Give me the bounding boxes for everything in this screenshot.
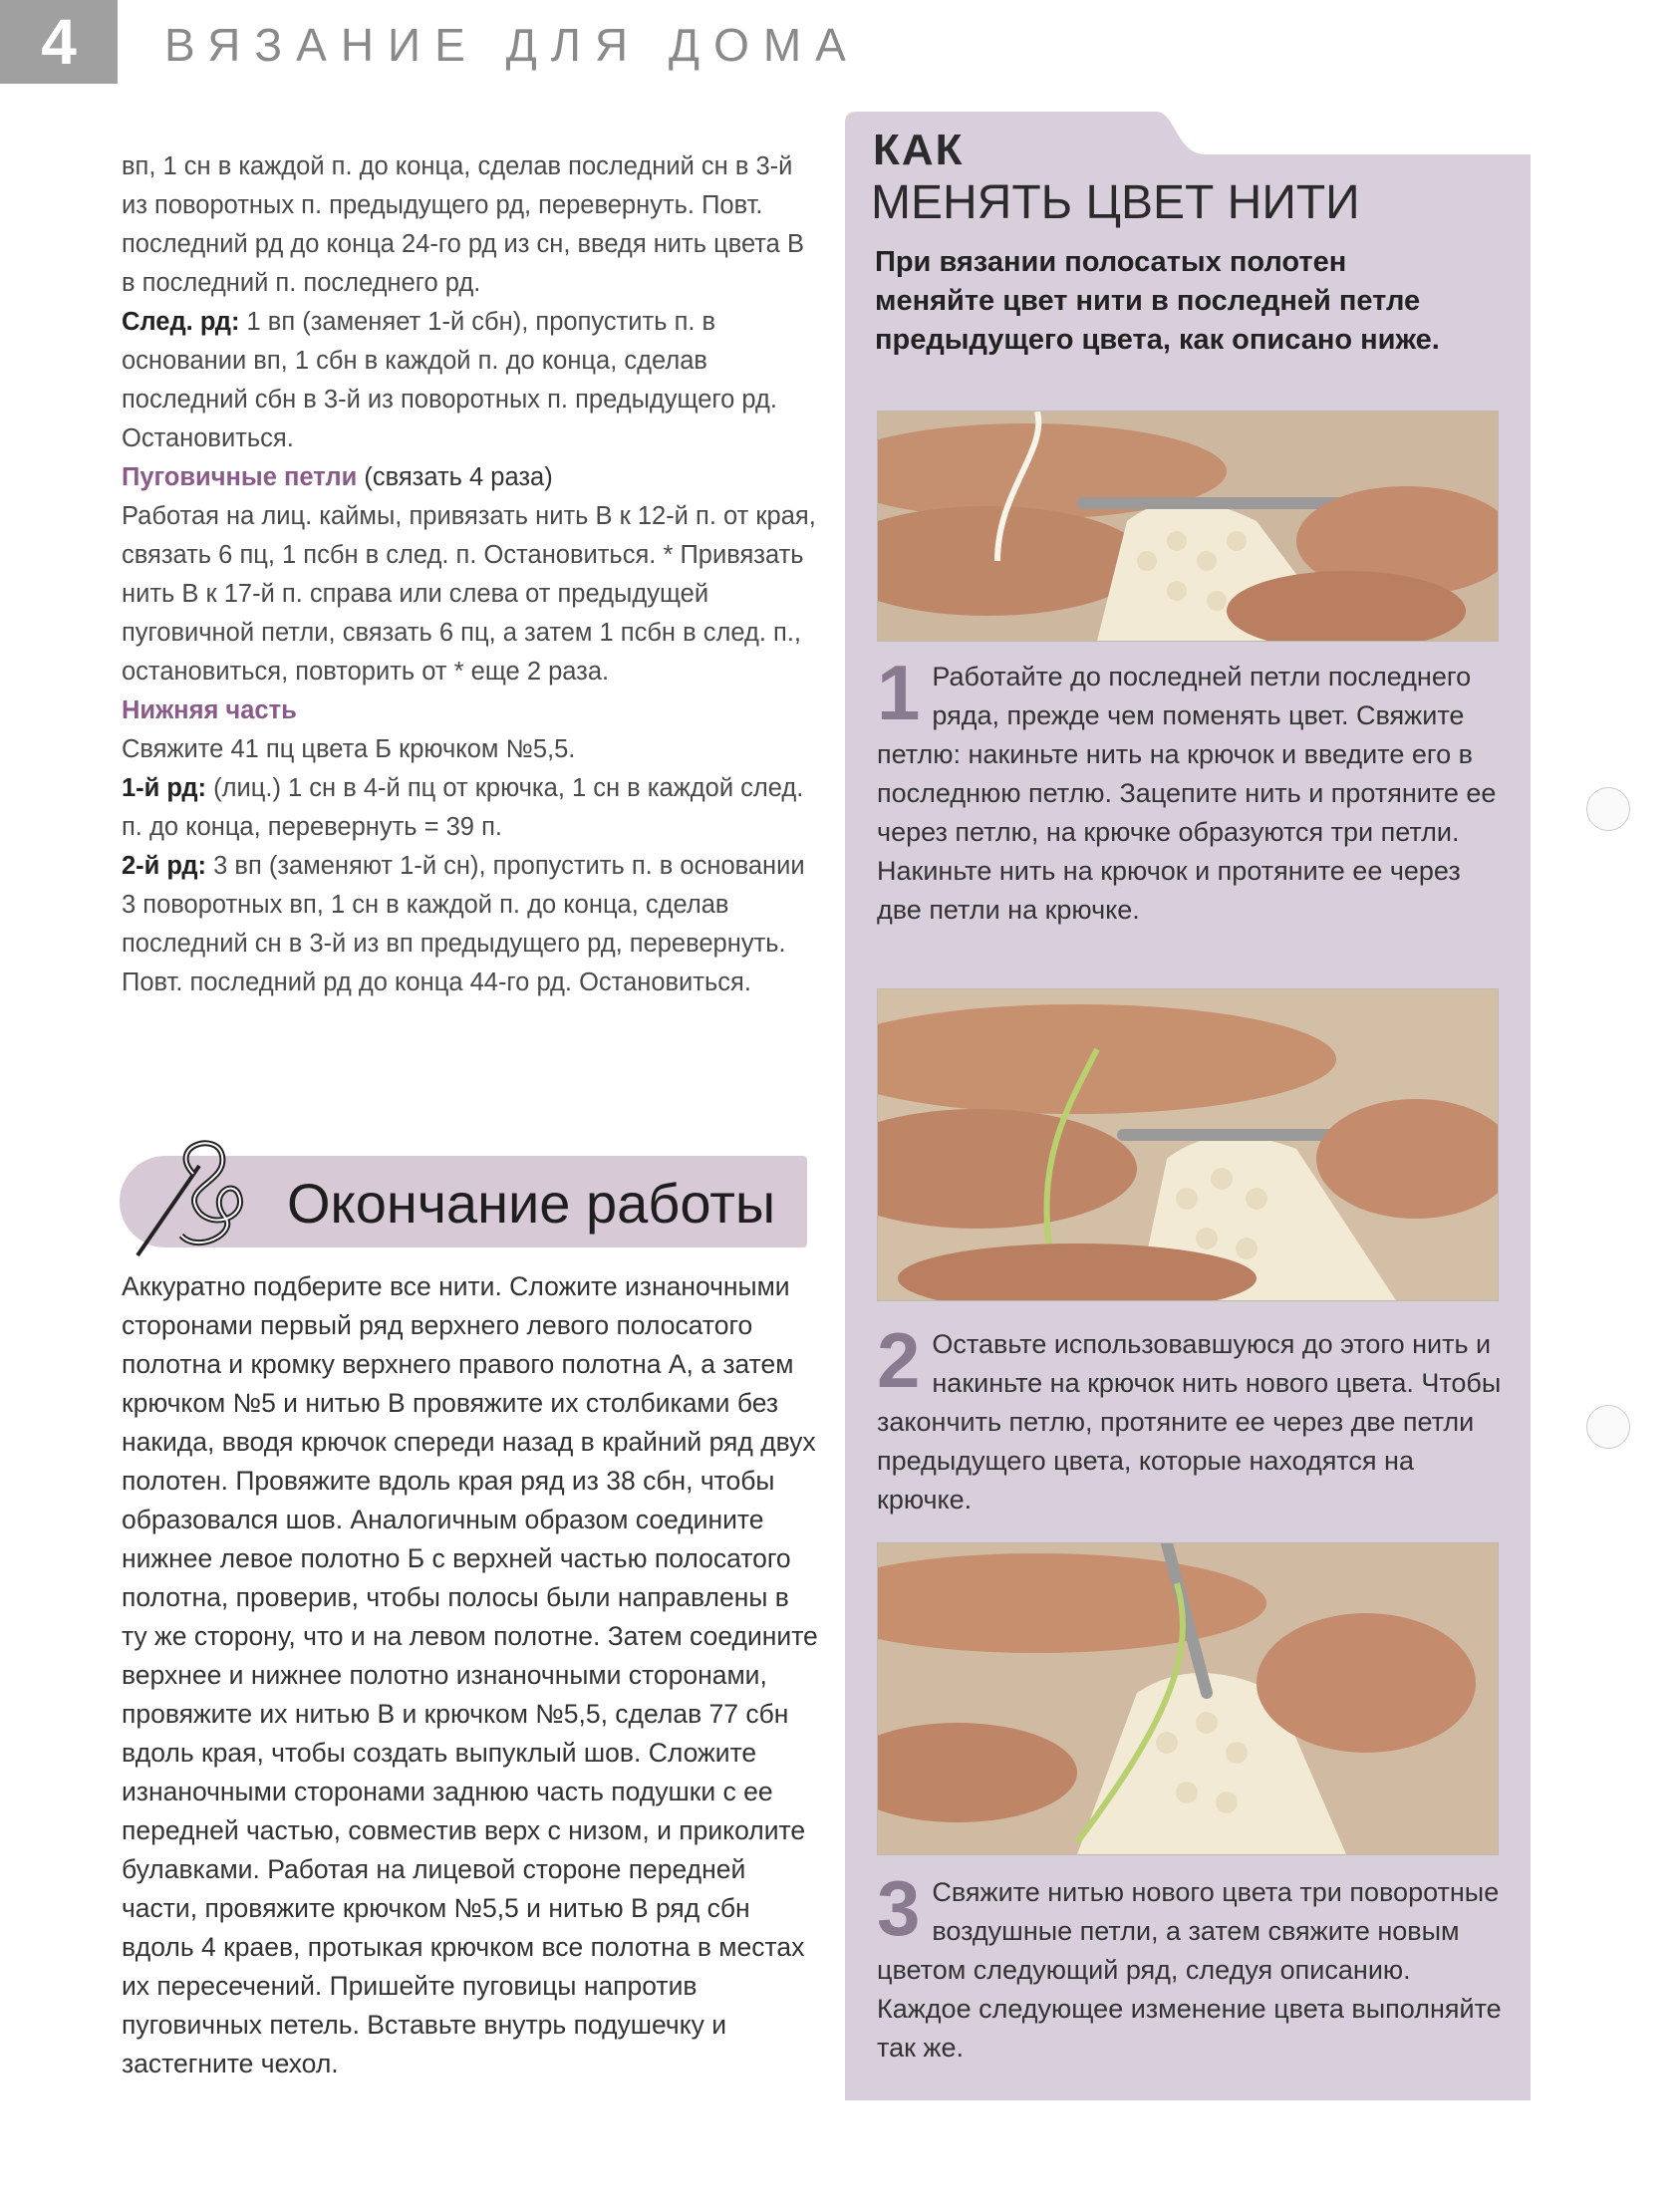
- row-text: 3 вп (заменяют 1-й сн), пропустить п. в основании 3 поворотных вп, 1 сн в каждой п. до конца, сделав последний сн в 3-й из вп предыдущего рд, перевернуть.: [122, 852, 805, 958]
- paragraph: вп, 1 сн в каждой п. до конца, сделав последний сн в 3-й из поворотных п. предыдущего рд, перевернуть. Повт. последний рд до конца 24-го рд из сн, введя нить цвета В в последний п. последнего рд.: [122, 152, 804, 297]
- row-text: 1 вп (заменяет 1-й сбн), пропустить п. в основании вп, 1 сбн в каждой п. до конца, сделав последний сбн в 3-й из поворотных п. предыдущего рд. Остановиться.: [122, 308, 777, 452]
- subheading-buttonholes: Пуговичные петли: [122, 463, 358, 491]
- sidebar-title: МЕНЯТЬ ЦВЕТ НИТИ: [871, 176, 1360, 229]
- paragraph: [122, 769, 819, 847]
- needle-thread-icon: [128, 1126, 267, 1263]
- paragraph: Работая на лиц. каймы, привязать нить В к 12-й п. от края, связать 6 пц, 1 псбн в след. п. Остановиться. * Привязать нить В к 17-й п. справа или слева от предыдущей пуговичной петли, связать 6 пц, а затем 1 псбн в след. п., остановиться, повторить от * еще 2 раза.: [122, 502, 816, 686]
- sidebar-lead: При вязании полосатых полотен меняйте цвет нити в последней петле предыдущего цвета, как описано ниже.: [875, 246, 1440, 356]
- step-2: [877, 1316, 1505, 1519]
- step-1: [877, 649, 1505, 930]
- subheading-note: (связать 4 раза): [357, 463, 553, 491]
- sidebar-kicker: КАК: [873, 126, 965, 174]
- row-text: (лиц.) 1 сн в 4-й пц от крючка, 1 сн в каждой след. п. до конца, перевернуть = 39 п.: [122, 774, 804, 841]
- step-1-photo: [877, 411, 1499, 642]
- pattern-instructions: [122, 147, 819, 1002]
- row-label: 1-й рд:: [122, 774, 207, 802]
- subheading: [122, 458, 819, 497]
- step-text: Работайте до последней петли последнего ряда, прежде чем поменять цвет. Свяжите петлю: накиньте нить на крючок и введите его в последнюю петлю. Зацепите нить и протяните ее через петлю, на крючке образуются три петли. Накиньте нить на крючок и протяните ее через две петли на крючке.: [877, 662, 1497, 925]
- step-2-photo: [877, 988, 1499, 1301]
- paragraph: [122, 847, 819, 964]
- step-number: 2: [877, 1316, 921, 1404]
- step-number: 1: [877, 649, 921, 736]
- subheading-bottom: Нижняя часть: [122, 696, 297, 724]
- row-label: 2-й рд:: [122, 852, 207, 880]
- row-label: След. рд:: [122, 308, 240, 336]
- paragraph: Свяжите 41 пц цвета Б крючком №5,5.: [122, 735, 576, 763]
- running-title: ВЯЗАНИЕ ДЛЯ ДОМА: [164, 19, 860, 71]
- punch-hole: [1586, 787, 1630, 831]
- punch-hole: [1586, 1405, 1630, 1449]
- page-number: 4: [0, 0, 118, 84]
- step-text: Свяжите нитью нового цвета три поворотные воздушные петли, а затем свяжите новым цветом следующий ряд, следуя описанию. Каждое следующее изменение цвета выполняйте так же.: [877, 1877, 1502, 2063]
- paragraph: Повт. последний рд до конца 44-го рд. Остановиться.: [122, 968, 751, 996]
- section-title: Окончание работы: [287, 1172, 776, 1235]
- step-number: 3: [877, 1864, 921, 1952]
- finishing-instructions: Аккуратно подберите все нити. Сложите изнаночными сторонами первый ряд верхнего левого полосатого полотна и кромку верхнего правого полотна А, а затем крючком №5 и нитью В провяжите их столбиками без накида, вводя крючок спереди назад в крайний ряд двух полотен. Провяжите вдоль края ряд из 38 сбн, чтобы образовался шов. Аналогичным образом соедините нижнее левое полотно Б с верхней частью полосатого полотна, проверив, чтобы полосы были направлены в ту же сторону, что и на левом полотне. Затем соедините верхнее и нижнее полотно изнаночными сторонами, провяжите их нитью В и крючком №5,5, сделав 77 сбн вдоль края, чтобы создать выпуклый шов. Сложите изнаночными сторонами заднюю часть подушки с ее передней частью, совместив верх с низом, и приколите булавками. Работая на лицевой стороне передней части, провяжите крючком №5,5 и нитью В ряд сбн вдоль 4 краев, протыкая крючком все полотна в местах их пересечений. Пришейте пуговицы напротив пуговичных петель. Вставьте внутрь подушечку и застегните чехол.: [122, 1271, 818, 2078]
- step-3: [877, 1864, 1505, 2068]
- step-text: Оставьте использовавшуюся до этого нить и накиньте на крючок нить нового цвета. Чтобы закончить петлю, протяните ее через две петли предыдущего цвета, которые находятся на крючке.: [877, 1329, 1502, 1515]
- paragraph: [122, 303, 819, 458]
- step-3-photo: [877, 1542, 1499, 1855]
